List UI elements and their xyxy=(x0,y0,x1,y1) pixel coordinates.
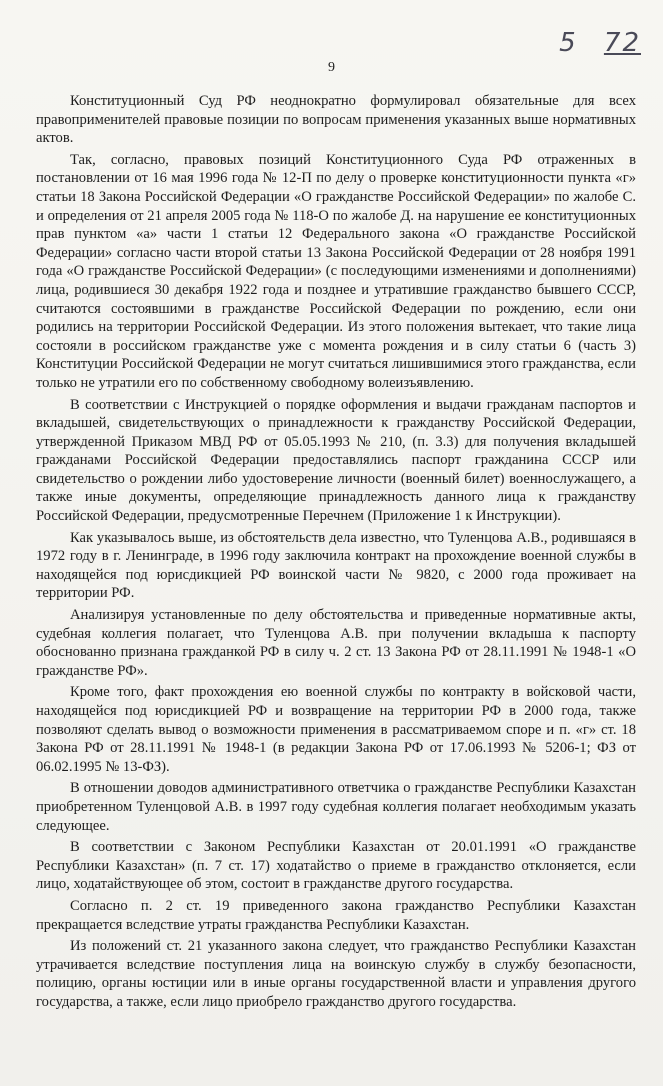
page-number: 9 xyxy=(328,60,335,75)
document-body xyxy=(36,92,636,1015)
handwritten-number: 5 xyxy=(559,28,578,58)
paragraph: Конституционный Суд РФ неоднократно формулировал обязательные для всех правоприменителей правовые позиции по вопросам применения указанных выше нормативных актов. xyxy=(36,93,636,147)
paragraph: В отношении доводов административного ответчика о гражданстве Республики Казахстан приобретенном Туленцовой А.В. в 1997 году судебная коллегия полагает необходимым указать следующее. xyxy=(36,780,636,834)
handwritten-total: 72 xyxy=(603,28,641,58)
handwritten-page-mark xyxy=(559,28,641,58)
paragraph: В соответствии с Законом Республики Казахстан от 20.01.1991 «О гражданстве Республики Казахстан» (п. 7 ст. 17) ходатайство о приеме в гражданство отклоняется, если лицо, ходатайствующее об этом, состоит в гражданстве другого государства. xyxy=(36,839,636,893)
paragraph: Анализируя установленные по делу обстоятельства и приведенные нормативные акты, судебная коллегия полагает, что Туленцова А.В. при получении вкладыша к паспорту обоснованно признана гражданкой РФ в силу ч. 2 ст. 13 Закона РФ от 28.11.1991 № 1948-1 «О гражданстве РФ». xyxy=(36,607,636,679)
paragraph: Кроме того, факт прохождения ею военной службы по контракту в войсковой части, находящейся под юрисдикцией РФ и возвращение на территории РФ в 2000 года, также позволяют сделать вывод о возможности применения в рассматриваемом споре и п. «г» ст. 18 Закона РФ от 28.11.1991 № 1948-1 (в редакции Закона РФ от 17.06.1993 № 5206-1; ФЗ от 06.02.1995 № 13-ФЗ). xyxy=(36,684,636,775)
paragraph: Так, согласно, правовых позиций Конституционного Суда РФ отраженных в постановлении от 16 мая 1996 года № 12-П по делу о проверке конституционности пункта «г» статьи 18 Закона Российской Федерации «О гражданстве Российской Федерации» по жалобе С. и определения от 21 апреля 2005 года № 118-О по жалобе Д. на нарушение ее конституционных прав пунктом «а» части 1 статьи 12 Федерального закона «О гражданстве Российской Федерации» согласно части второй статьи 13 Закона Российской Федерации от 28 ноября 1991 года «О гражданстве Российской Федерации» (с последующими изменениями и дополнениями) лица, родившиеся 30 декабря 1922 года и позднее и утратившие гражданство бывшего СССР, считаются состоявшими в гражданстве Российской Федерации по рождению, если они родились на территории Российской Федерации. Из этого положения вытекает, что такие лица состояли в российском гражданстве уже с момента рождения и в силу статьи 6 (часть 3) Конституции Российской Федерации не могут считаться лишившимися этого гражданства, если только не утратили его по собственному свободному волеизъявлению. xyxy=(36,151,636,391)
paragraph: Как указывалось выше, из обстоятельств дела известно, что Туленцова А.В., родившаяся в 1972 году в г. Ленинграде, в 1996 году заключила контракт на прохождение военной службы в находящейся под юрисдикцией РФ воинской части № 9820, с 2000 года проживает на территории РФ. xyxy=(36,529,636,602)
paragraph: Из положений ст. 21 указанного закона следует, что гражданство Республики Казахстан утрачивается вследствие поступления лица на воинскую службу в службу безопасности, полицию, органы юстиции или в иные органы государственной власти и управления другого государства, а также, если лицо приобрело гражданство другого государства. xyxy=(36,938,636,1010)
paragraph: В соответствии с Инструкцией о порядке оформления и выдачи гражданам паспортов и вкладышей, свидетельствующих о принадлежности к гражданству Российской Федерации, утвержденной Приказом МВД РФ от 05.05.1993 № 210, (п. 3.3) для получения вкладышей гражданами Российской Федерации предоставлялись паспорт гражданина СССР или свидетельство о рождении либо удостоверение личности (военный билет) военнослужащего, а также иные документы, определяющие принадлежность данного лица к гражданству Российской Федерации, предусмотренные Перечнем (Приложение 1 к Инструкции). xyxy=(36,396,636,525)
paragraph: Согласно п. 2 ст. 19 приведенного закона гражданство Республики Казахстан прекращается вследствие утраты гражданства Республики Казахстан. xyxy=(36,897,636,933)
